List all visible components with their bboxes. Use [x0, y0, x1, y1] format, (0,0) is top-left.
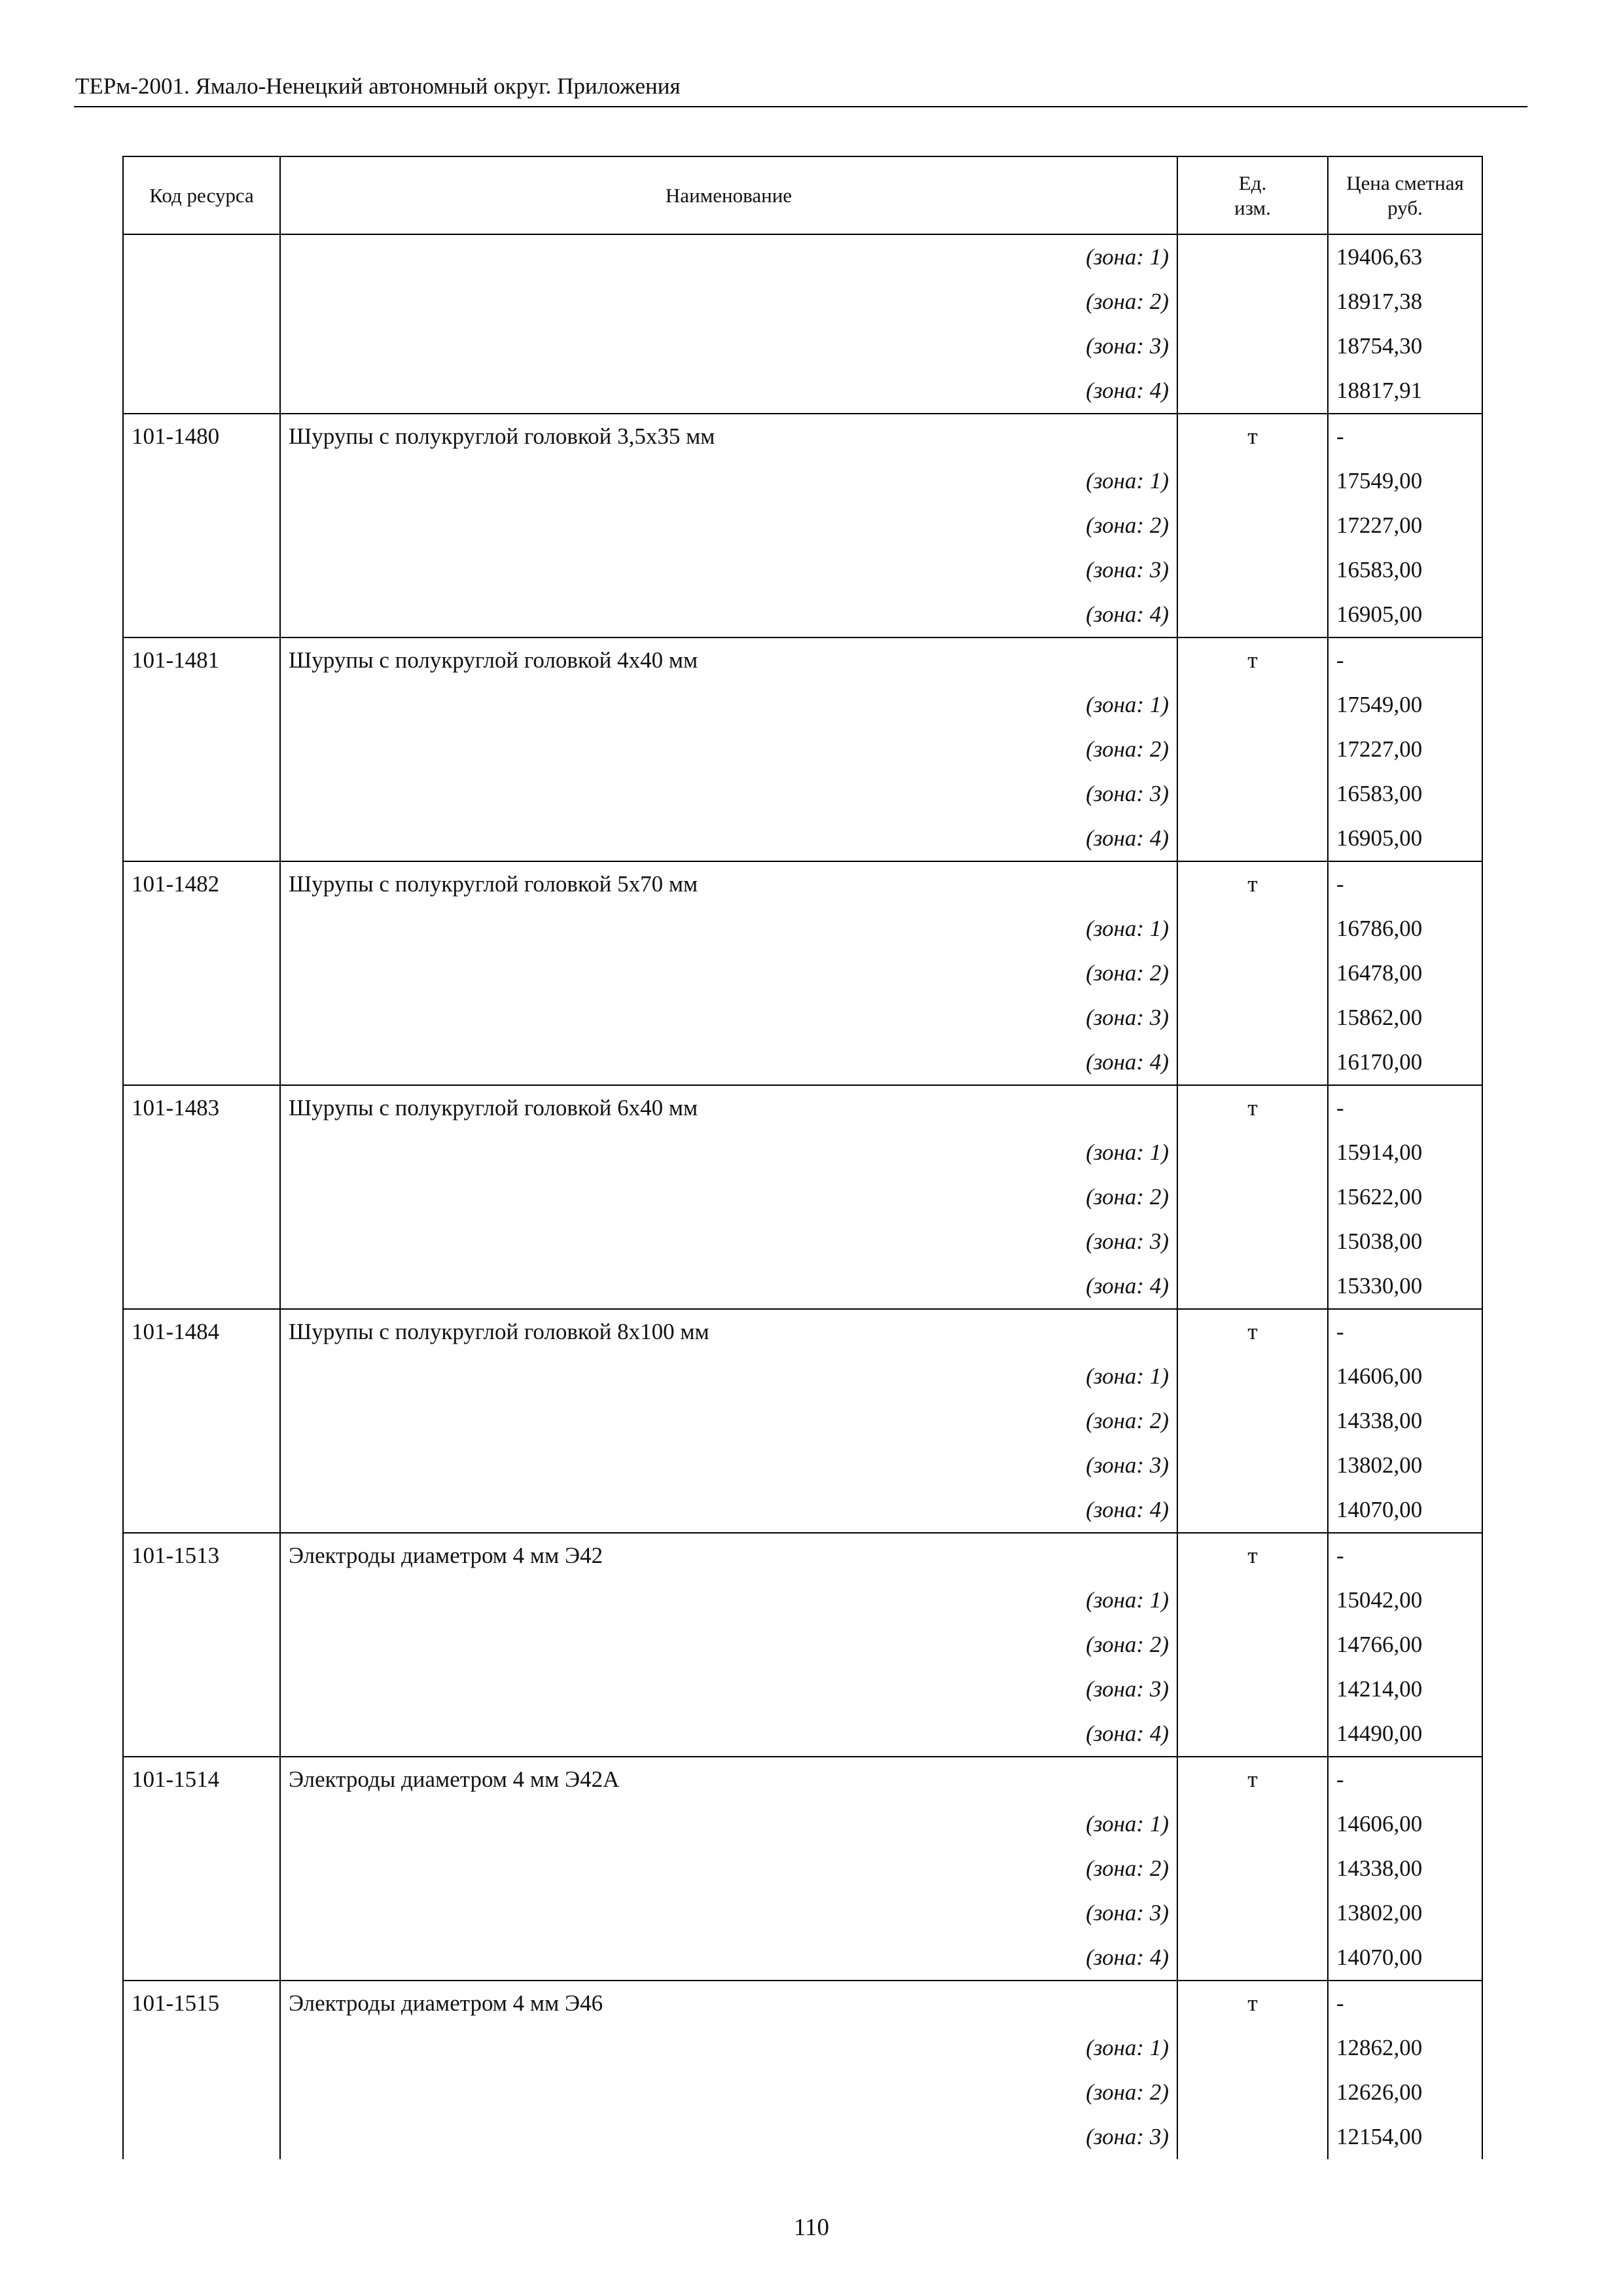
code-cell: [123, 2070, 280, 2115]
code-cell: [123, 1399, 280, 1443]
unit-cell: [1177, 1040, 1328, 1085]
zone-row: [123, 1578, 1482, 1623]
table-row: [123, 1757, 1482, 1802]
zone-label: (зона: 4): [280, 816, 1177, 861]
unit-cell: [1177, 1130, 1328, 1175]
zone-row: [123, 2026, 1482, 2070]
code-cell: [123, 1935, 280, 1981]
zone-price: 14338,00: [1328, 1846, 1482, 1891]
zone-price: 14070,00: [1328, 1935, 1482, 1981]
zone-label: (зона: 1): [280, 1802, 1177, 1846]
unit-cell: [1177, 772, 1328, 816]
unit-cell: [1177, 503, 1328, 548]
unit-cell: [1177, 816, 1328, 861]
zone-price: 14070,00: [1328, 1488, 1482, 1533]
zone-price: 16905,00: [1328, 816, 1482, 861]
zone-label: (зона: 1): [280, 683, 1177, 727]
zone-label: (зона: 4): [280, 368, 1177, 414]
code-cell: [123, 503, 280, 548]
zone-price: 14766,00: [1328, 1623, 1482, 1667]
table-row: [123, 1533, 1482, 1578]
zone-price: 14606,00: [1328, 1354, 1482, 1399]
unit-cell: [1177, 906, 1328, 951]
zone-row: [123, 548, 1482, 592]
code-cell: [123, 324, 280, 368]
zone-price: 12862,00: [1328, 2026, 1482, 2070]
zone-price: 13802,00: [1328, 1891, 1482, 1935]
zone-row: [123, 1667, 1482, 1712]
zone-price: 14214,00: [1328, 1667, 1482, 1712]
zone-label: (зона: 2): [280, 727, 1177, 772]
zone-row: [123, 1175, 1482, 1219]
zone-row: [123, 1219, 1482, 1264]
column-header-price-line1: Цена сметная: [1346, 171, 1464, 194]
zone-row: [123, 1040, 1482, 1085]
unit-cell: [1177, 951, 1328, 996]
code-cell: [123, 1891, 280, 1935]
zone-label: (зона: 2): [280, 951, 1177, 996]
code-cell: [123, 1712, 280, 1757]
zone-price: 16478,00: [1328, 951, 1482, 996]
code-cell: [123, 2026, 280, 2070]
zone-price: 17227,00: [1328, 503, 1482, 548]
table-row: [123, 414, 1482, 459]
unit-cell: [1177, 1712, 1328, 1757]
unit-cell: [1177, 548, 1328, 592]
code-cell: [123, 1667, 280, 1712]
header-divider: [74, 106, 1527, 107]
resource-price: -: [1328, 1309, 1482, 1354]
unit-cell: [1177, 1443, 1328, 1488]
resource-code: 101-1482: [123, 861, 280, 906]
zone-label: (зона: 3): [280, 2115, 1177, 2159]
code-cell: [123, 592, 280, 637]
resource-name: Электроды диаметром 4 мм Э42А: [280, 1757, 1177, 1802]
unit-cell: [1177, 1578, 1328, 1623]
zone-label: (зона: 1): [280, 906, 1177, 951]
resource-code: 101-1484: [123, 1309, 280, 1354]
zone-row: [123, 906, 1482, 951]
zone-row: [123, 2070, 1482, 2115]
resource-name: Шурупы с полукруглой головкой 5x70 мм: [280, 861, 1177, 906]
unit-cell: [1177, 996, 1328, 1040]
table-row: [123, 861, 1482, 906]
zone-price: 17549,00: [1328, 459, 1482, 503]
code-cell: [123, 772, 280, 816]
zone-row: [123, 1488, 1482, 1533]
zone-row: [123, 1802, 1482, 1846]
resource-unit: т: [1177, 637, 1328, 683]
unit-cell: [1177, 2026, 1328, 2070]
code-cell: [123, 1040, 280, 1085]
unit-cell: [1177, 1667, 1328, 1712]
resource-price: -: [1328, 1757, 1482, 1802]
column-header-price-line2: руб.: [1387, 196, 1423, 219]
table-header: [123, 156, 1482, 234]
zone-label: (зона: 3): [280, 1219, 1177, 1264]
zone-price: 15042,00: [1328, 1578, 1482, 1623]
zone-label: (зона: 3): [280, 772, 1177, 816]
unit-cell: [1177, 1175, 1328, 1219]
code-cell: [123, 996, 280, 1040]
zone-label: (зона: 2): [280, 1175, 1177, 1219]
zone-label: (зона: 1): [280, 1578, 1177, 1623]
resource-price: -: [1328, 414, 1482, 459]
zone-label: (зона: 4): [280, 1040, 1177, 1085]
page-header-title: ТЕРм-2001. Ямало-Ненецкий автономный округ. Приложения: [75, 73, 681, 99]
zone-price: 18817,91: [1328, 368, 1482, 414]
code-cell: [123, 368, 280, 414]
resource-name: Шурупы с полукруглой головкой 8x100 мм: [280, 1309, 1177, 1354]
zone-row: [123, 1712, 1482, 1757]
zone-row: [123, 727, 1482, 772]
unit-cell: [1177, 683, 1328, 727]
zone-row: [123, 592, 1482, 637]
code-cell: [123, 1846, 280, 1891]
unit-cell: [1177, 459, 1328, 503]
code-cell: [123, 816, 280, 861]
resource-price: -: [1328, 1085, 1482, 1130]
code-cell: [123, 548, 280, 592]
zone-row: [123, 279, 1482, 324]
zone-price: 15862,00: [1328, 996, 1482, 1040]
zone-price: 14338,00: [1328, 1399, 1482, 1443]
zone-row: [123, 1623, 1482, 1667]
zone-price: 15914,00: [1328, 1130, 1482, 1175]
page-number: 110: [793, 2214, 830, 2241]
resource-name: Электроды диаметром 4 мм Э46: [280, 1981, 1177, 2026]
column-header-unit: [1177, 156, 1328, 234]
code-cell: [123, 1802, 280, 1846]
zone-row: [123, 2115, 1482, 2159]
code-cell: [123, 906, 280, 951]
zone-label: (зона: 2): [280, 279, 1177, 324]
zone-row: [123, 772, 1482, 816]
resource-name: Шурупы с полукруглой головкой 4x40 мм: [280, 637, 1177, 683]
resource-unit: т: [1177, 1757, 1328, 1802]
unit-cell: [1177, 1354, 1328, 1399]
zone-row: [123, 1891, 1482, 1935]
resource-price: -: [1328, 1533, 1482, 1578]
zone-label: (зона: 2): [280, 503, 1177, 548]
zone-label: (зона: 4): [280, 592, 1177, 637]
zone-label: (зона: 2): [280, 1623, 1177, 1667]
zone-price: 16786,00: [1328, 906, 1482, 951]
zone-row: [123, 324, 1482, 368]
unit-cell: [1177, 592, 1328, 637]
zone-row: [123, 683, 1482, 727]
code-cell: [123, 1443, 280, 1488]
resource-name: Электроды диаметром 4 мм Э42: [280, 1533, 1177, 1578]
zone-price: 19406,63: [1328, 234, 1482, 279]
zone-label: (зона: 4): [280, 1712, 1177, 1757]
zone-row: [123, 1264, 1482, 1309]
zone-row: [123, 459, 1482, 503]
zone-label: (зона: 2): [280, 1399, 1177, 1443]
zone-price: 18754,30: [1328, 324, 1482, 368]
code-cell: [123, 1623, 280, 1667]
resource-code: 101-1514: [123, 1757, 280, 1802]
resource-unit: т: [1177, 1085, 1328, 1130]
resource-unit: т: [1177, 1981, 1328, 2026]
zone-price: 15622,00: [1328, 1175, 1482, 1219]
zone-label: (зона: 1): [280, 1130, 1177, 1175]
zone-row: [123, 1443, 1482, 1488]
code-cell: [123, 459, 280, 503]
zone-row: [123, 1935, 1482, 1981]
resource-name: Шурупы с полукруглой головкой 3,5x35 мм: [280, 414, 1177, 459]
code-cell: [123, 1354, 280, 1399]
resource-price: -: [1328, 1981, 1482, 2026]
zone-label: (зона: 3): [280, 1443, 1177, 1488]
column-header-unit-line2: изм.: [1234, 196, 1271, 219]
table-body: [123, 234, 1482, 2159]
zone-label: (зона: 3): [280, 1891, 1177, 1935]
unit-cell: [1177, 1891, 1328, 1935]
zone-row: [123, 1354, 1482, 1399]
unit-cell: [1177, 2115, 1328, 2159]
code-cell: [123, 1264, 280, 1309]
resource-price: -: [1328, 861, 1482, 906]
unit-cell: [1177, 1264, 1328, 1309]
resource-name: Шурупы с полукруглой головкой 6x40 мм: [280, 1085, 1177, 1130]
zone-price: 14490,00: [1328, 1712, 1482, 1757]
zone-row: [123, 368, 1482, 414]
table-row: [123, 1981, 1482, 2026]
table-row: [123, 637, 1482, 683]
resource-price: -: [1328, 637, 1482, 683]
resource-unit: т: [1177, 414, 1328, 459]
code-cell: [123, 1578, 280, 1623]
zone-row: [123, 951, 1482, 996]
table-row: [123, 1309, 1482, 1354]
unit-cell: [1177, 1219, 1328, 1264]
zone-row: [123, 816, 1482, 861]
zone-row: [123, 996, 1482, 1040]
zone-row: [123, 1399, 1482, 1443]
zone-price: 12154,00: [1328, 2115, 1482, 2159]
resource-code: 101-1483: [123, 1085, 280, 1130]
zone-price: 16583,00: [1328, 772, 1482, 816]
zone-label: (зона: 2): [280, 2070, 1177, 2115]
column-header-unit-line1: Ед.: [1238, 171, 1267, 194]
column-header-code: Код ресурса: [123, 156, 280, 234]
zone-label: (зона: 4): [280, 1264, 1177, 1309]
zone-price: 15330,00: [1328, 1264, 1482, 1309]
zone-price: 14606,00: [1328, 1802, 1482, 1846]
unit-cell: [1177, 727, 1328, 772]
zone-price: 17227,00: [1328, 727, 1482, 772]
code-cell: [123, 234, 280, 279]
zone-price: 17549,00: [1328, 683, 1482, 727]
resource-unit: т: [1177, 861, 1328, 906]
table-row: [123, 1085, 1482, 1130]
zone-price: 16583,00: [1328, 548, 1482, 592]
table-header-row: [123, 156, 1482, 234]
zone-price: 13802,00: [1328, 1443, 1482, 1488]
zone-price: 15038,00: [1328, 1219, 1482, 1264]
zone-label: (зона: 1): [280, 1354, 1177, 1399]
unit-cell: [1177, 324, 1328, 368]
code-cell: [123, 683, 280, 727]
code-cell: [123, 1175, 280, 1219]
unit-cell: [1177, 1623, 1328, 1667]
code-cell: [123, 1219, 280, 1264]
zone-label: (зона: 4): [280, 1488, 1177, 1533]
resource-code: 101-1480: [123, 414, 280, 459]
unit-cell: [1177, 1802, 1328, 1846]
zone-row: [123, 503, 1482, 548]
unit-cell: [1177, 1488, 1328, 1533]
unit-cell: [1177, 1846, 1328, 1891]
unit-cell: [1177, 234, 1328, 279]
zone-label: (зона: 1): [280, 459, 1177, 503]
zone-label: (зона: 1): [280, 234, 1177, 279]
resource-code: 101-1515: [123, 1981, 280, 2026]
zone-row: [123, 1846, 1482, 1891]
zone-row: [123, 234, 1482, 279]
unit-cell: [1177, 279, 1328, 324]
zone-label: (зона: 3): [280, 548, 1177, 592]
zone-label: (зона: 1): [280, 2026, 1177, 2070]
zone-price: 18917,38: [1328, 279, 1482, 324]
resource-unit: т: [1177, 1533, 1328, 1578]
price-table: [122, 156, 1483, 2159]
zone-price: 12626,00: [1328, 2070, 1482, 2115]
unit-cell: [1177, 2070, 1328, 2115]
code-cell: [123, 1488, 280, 1533]
zone-label: (зона: 3): [280, 996, 1177, 1040]
zone-price: 16905,00: [1328, 592, 1482, 637]
resource-unit: т: [1177, 1309, 1328, 1354]
unit-cell: [1177, 368, 1328, 414]
column-header-price: [1328, 156, 1482, 234]
zone-label: (зона: 4): [280, 1935, 1177, 1981]
zone-label: (зона: 3): [280, 324, 1177, 368]
zone-row: [123, 1130, 1482, 1175]
unit-cell: [1177, 1399, 1328, 1443]
resource-code: 101-1481: [123, 637, 280, 683]
zone-price: 16170,00: [1328, 1040, 1482, 1085]
code-cell: [123, 1130, 280, 1175]
resource-code: 101-1513: [123, 1533, 280, 1578]
code-cell: [123, 951, 280, 996]
code-cell: [123, 727, 280, 772]
zone-label: (зона: 3): [280, 1667, 1177, 1712]
column-header-name: Наименование: [280, 156, 1177, 234]
zone-label: (зона: 2): [280, 1846, 1177, 1891]
unit-cell: [1177, 1935, 1328, 1981]
code-cell: [123, 279, 280, 324]
code-cell: [123, 2115, 280, 2159]
